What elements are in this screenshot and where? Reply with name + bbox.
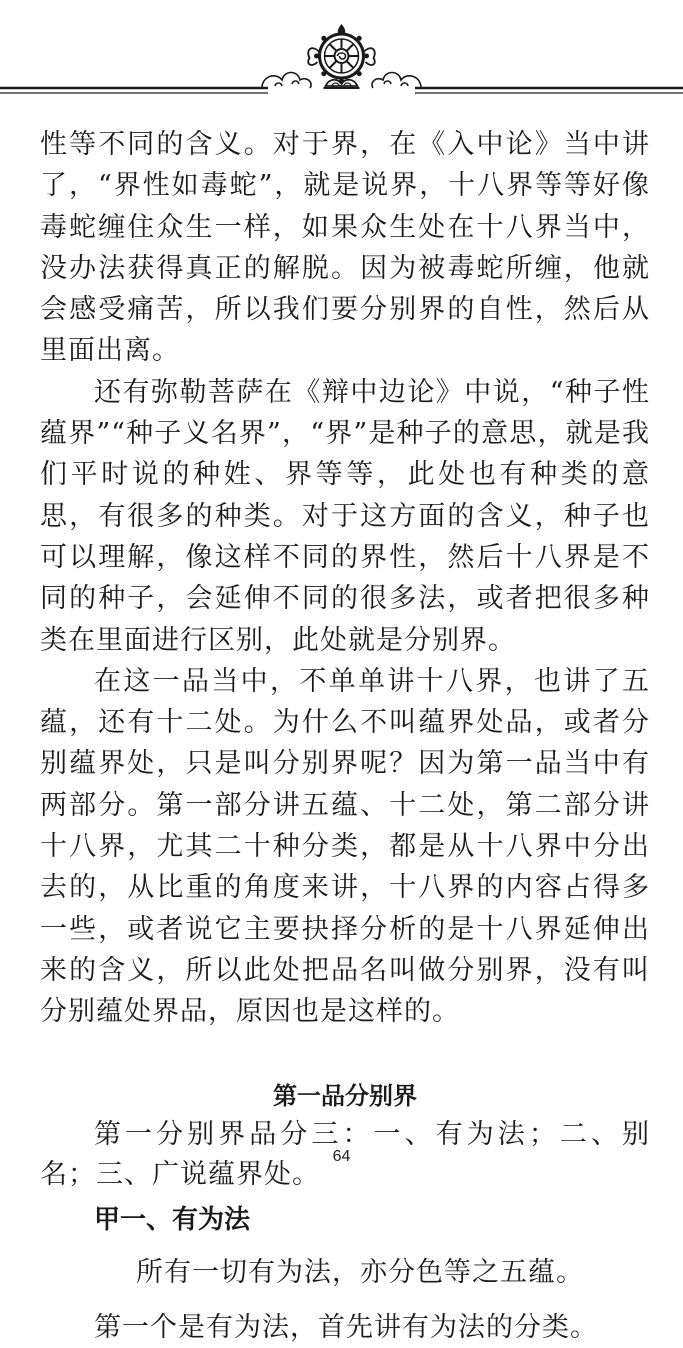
section-heading: 甲一、有为法 [94,1204,251,1235]
root-verse: 所有一切有为法，亦分色等之五蕴。 [136,1256,584,1288]
right-rule [415,88,683,93]
header-ornament [0,0,683,110]
page-number: 64 [332,1148,351,1165]
left-rule [0,88,268,93]
right-cloud-icon [372,73,421,89]
paragraph-1: 性等不同的含义。对于界，在《入中论》当中讲了，“界性如毒蛇”，就是说界，十八界等等好像毒蛇缠住众生一样，如果众生处在十八界当中，没办法获得真正的解脱。因为被毒蛇所缠，他就会感受痛苦，所以我们要分别界的自性，然后从里面出离。 [40,129,650,367]
paragraph-3: 在这一品当中，不单单讲十八界，也讲了五蕴，还有十二处。为什么不叫蕴界处品，或者分别蕴界处，只是叫分别界呢？因为第一品当中有两部分。第一部分讲五蕴、十二处，第二部分讲十八界，尤其二十种分类，都是从十八界中分出去的，从比重的角度来讲，十八界的内容占得多一些，或者说它主要抉择分析的是十八界延伸出来的含义，所以此处把品名叫做分别界，没有叫分别蕴处界品，原因也是这样的。 [40,665,650,1028]
section-spacer [40,1033,650,1079]
dharma-wheel-icon [308,24,375,88]
chapter-intro: 第一分别界品分三：一、有为法；二、别名；三、广说蕴界处。 [40,1118,650,1190]
paragraph-2: 还有弥勒菩萨在《辩中边论》中说，“种子性蕴界”“种子义名界”，“界”是种子的意思，就是我们平时说的种姓、界等等，此处也有种类的意思，有很多的种类。对于这方面的含义，种子也可以理解，像这样不同的界性，然后十八界是不同的种子，会延伸不同的很多法，或者把很多种类在里面进行区别，此处就是分别界。 [40,376,650,656]
chapter-title: 第一品分别界 [273,1081,417,1110]
left-cloud-icon [262,73,311,89]
explanation-paragraph: 第一个是有为法，首先讲有为法的分类。 [94,1311,598,1343]
